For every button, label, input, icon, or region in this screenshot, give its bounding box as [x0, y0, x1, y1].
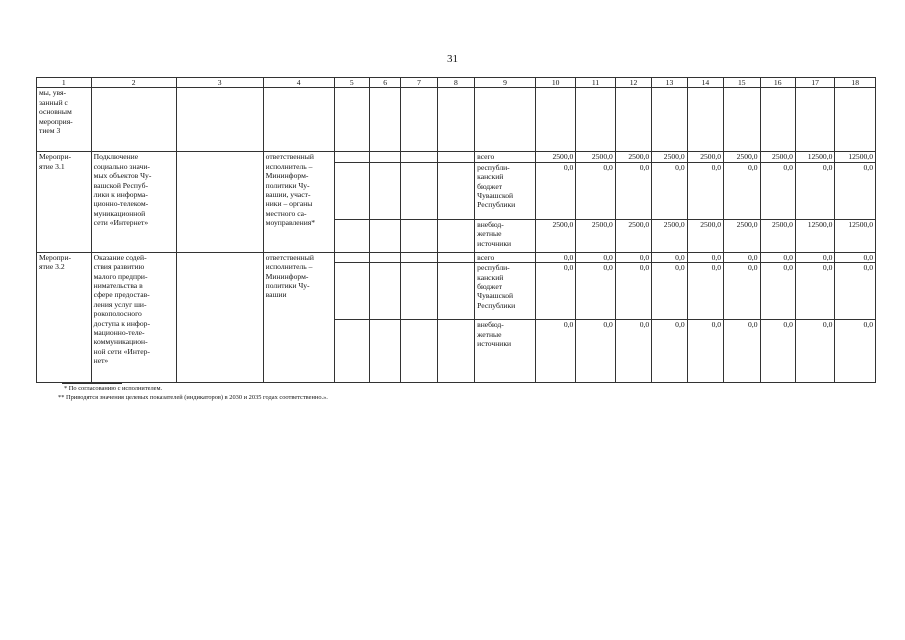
value-cell: 0,0 [760, 162, 795, 219]
value-cell: 0,0 [795, 320, 834, 383]
value-cell: 0,0 [687, 162, 723, 219]
value-cell: 0,0 [835, 252, 876, 262]
value-cell: 12500,0 [795, 152, 834, 162]
value-cell: 0,0 [687, 263, 723, 320]
source-label: республи- канский бюджет Чувашской Республики [475, 162, 536, 219]
footnotes [58, 384, 328, 402]
event-3-2-id: Меропри- ятие 3.2 [37, 252, 92, 382]
header-row [37, 78, 876, 88]
value-cell: 0,0 [576, 162, 615, 219]
value-cell: 0,0 [535, 320, 575, 383]
value-cell: 2500,0 [724, 219, 760, 252]
value-cell: 0,0 [687, 252, 723, 262]
column-number-header: 13 [652, 78, 687, 88]
value-cell: 0,0 [795, 162, 834, 219]
value-cell: 0,0 [615, 162, 651, 219]
value-cell: 2500,0 [760, 152, 795, 162]
value-cell: 2500,0 [687, 152, 723, 162]
source-label: всего [475, 152, 536, 162]
value-cell: 0,0 [760, 263, 795, 320]
event-3-2-col3 [176, 252, 263, 382]
column-number-header: 3 [176, 78, 263, 88]
value-cell: 0,0 [576, 252, 615, 262]
column-number-header: 5 [334, 78, 369, 88]
continuation-row [37, 88, 876, 152]
event-3-1-executor: ответственный исполнитель – Мининформ- политики Чу- вашии, участ- ники – органы местного са- моуправления* [263, 152, 334, 252]
value-cell: 0,0 [615, 252, 651, 262]
value-cell: 0,0 [835, 162, 876, 219]
value-cell: 12500,0 [835, 152, 876, 162]
program-table [36, 77, 876, 383]
value-cell: 0,0 [724, 252, 760, 262]
value-cell: 0,0 [615, 320, 651, 383]
event-3-2-executor: ответственный исполнитель – Мининформ- политики Чу- вашии [263, 252, 334, 382]
column-number-header: 18 [835, 78, 876, 88]
value-cell: 0,0 [835, 263, 876, 320]
value-cell: 0,0 [724, 263, 760, 320]
value-cell: 2500,0 [576, 219, 615, 252]
value-cell: 2500,0 [576, 152, 615, 162]
column-number-header: 8 [437, 78, 474, 88]
value-cell: 0,0 [687, 320, 723, 383]
value-cell: 0,0 [652, 162, 687, 219]
column-number-header: 4 [263, 78, 334, 88]
value-cell: 0,0 [652, 263, 687, 320]
value-cell: 2500,0 [687, 219, 723, 252]
column-number-header: 17 [795, 78, 834, 88]
value-cell: 0,0 [795, 263, 834, 320]
value-cell: 0,0 [835, 320, 876, 383]
source-label: внебюд- жетные источники [475, 320, 536, 383]
value-cell: 0,0 [760, 252, 795, 262]
continuation-cell: мы, увя- занный с основным мероприя- тием 3 [37, 88, 92, 152]
value-cell: 0,0 [652, 320, 687, 383]
value-cell: 2500,0 [724, 152, 760, 162]
source-label: всего [475, 252, 536, 262]
footnote-1: * По согласованию с исполнителем. [64, 385, 163, 392]
source-label: внебюд- жетные источники [475, 219, 536, 252]
column-number-header: 1 [37, 78, 92, 88]
value-cell: 2500,0 [615, 152, 651, 162]
column-number-header: 9 [475, 78, 536, 88]
value-cell: 0,0 [576, 320, 615, 383]
value-cell: 2500,0 [535, 152, 575, 162]
value-cell: 0,0 [760, 320, 795, 383]
column-number-header: 2 [91, 78, 176, 88]
value-cell: 2500,0 [760, 219, 795, 252]
value-cell: 0,0 [724, 320, 760, 383]
column-number-header: 16 [760, 78, 795, 88]
value-cell: 0,0 [535, 162, 575, 219]
value-cell: 0,0 [615, 263, 651, 320]
column-number-header: 6 [369, 78, 400, 88]
value-cell: 0,0 [795, 252, 834, 262]
value-cell: 0,0 [576, 263, 615, 320]
footnote-2: ** Приводятся значения целевых показателей (индикаторов) в 2030 и 2035 годах соответственно.». [58, 394, 328, 401]
value-cell: 0,0 [535, 263, 575, 320]
value-cell: 2500,0 [535, 219, 575, 252]
value-cell: 2500,0 [652, 219, 687, 252]
value-cell: 0,0 [724, 162, 760, 219]
column-number-header: 11 [576, 78, 615, 88]
event-3-1-col3 [176, 152, 263, 252]
value-cell: 12500,0 [835, 219, 876, 252]
value-cell: 2500,0 [615, 219, 651, 252]
column-number-header: 15 [724, 78, 760, 88]
event-3-1-row-total [37, 152, 876, 162]
column-number-header: 12 [615, 78, 651, 88]
value-cell: 0,0 [535, 252, 575, 262]
event-3-2-row-total [37, 252, 876, 262]
source-label: республи- канский бюджет Чувашской Республики [475, 263, 536, 320]
value-cell: 0,0 [652, 252, 687, 262]
event-3-2-name: Оказание содей- ствия развитию малого предпри- нимательства в сфере предостав- ления услуг ши- рокополосного доступа к инфор- мационно-теле- коммуникацион- ной сети «Интер- нет» [91, 252, 176, 382]
event-3-1-name: Подключение социально значи- мых объектов Чу- вашской Респуб- лики к информа- ционно-телеком- муникационной сети «Интернет» [91, 152, 176, 252]
event-3-1-id: Меропри- ятие 3.1 [37, 152, 92, 252]
column-number-header: 7 [401, 78, 437, 88]
value-cell: 2500,0 [652, 152, 687, 162]
value-cell: 12500,0 [795, 219, 834, 252]
column-number-header: 10 [535, 78, 575, 88]
column-number-header: 14 [687, 78, 723, 88]
page-number: 31 [447, 53, 458, 65]
